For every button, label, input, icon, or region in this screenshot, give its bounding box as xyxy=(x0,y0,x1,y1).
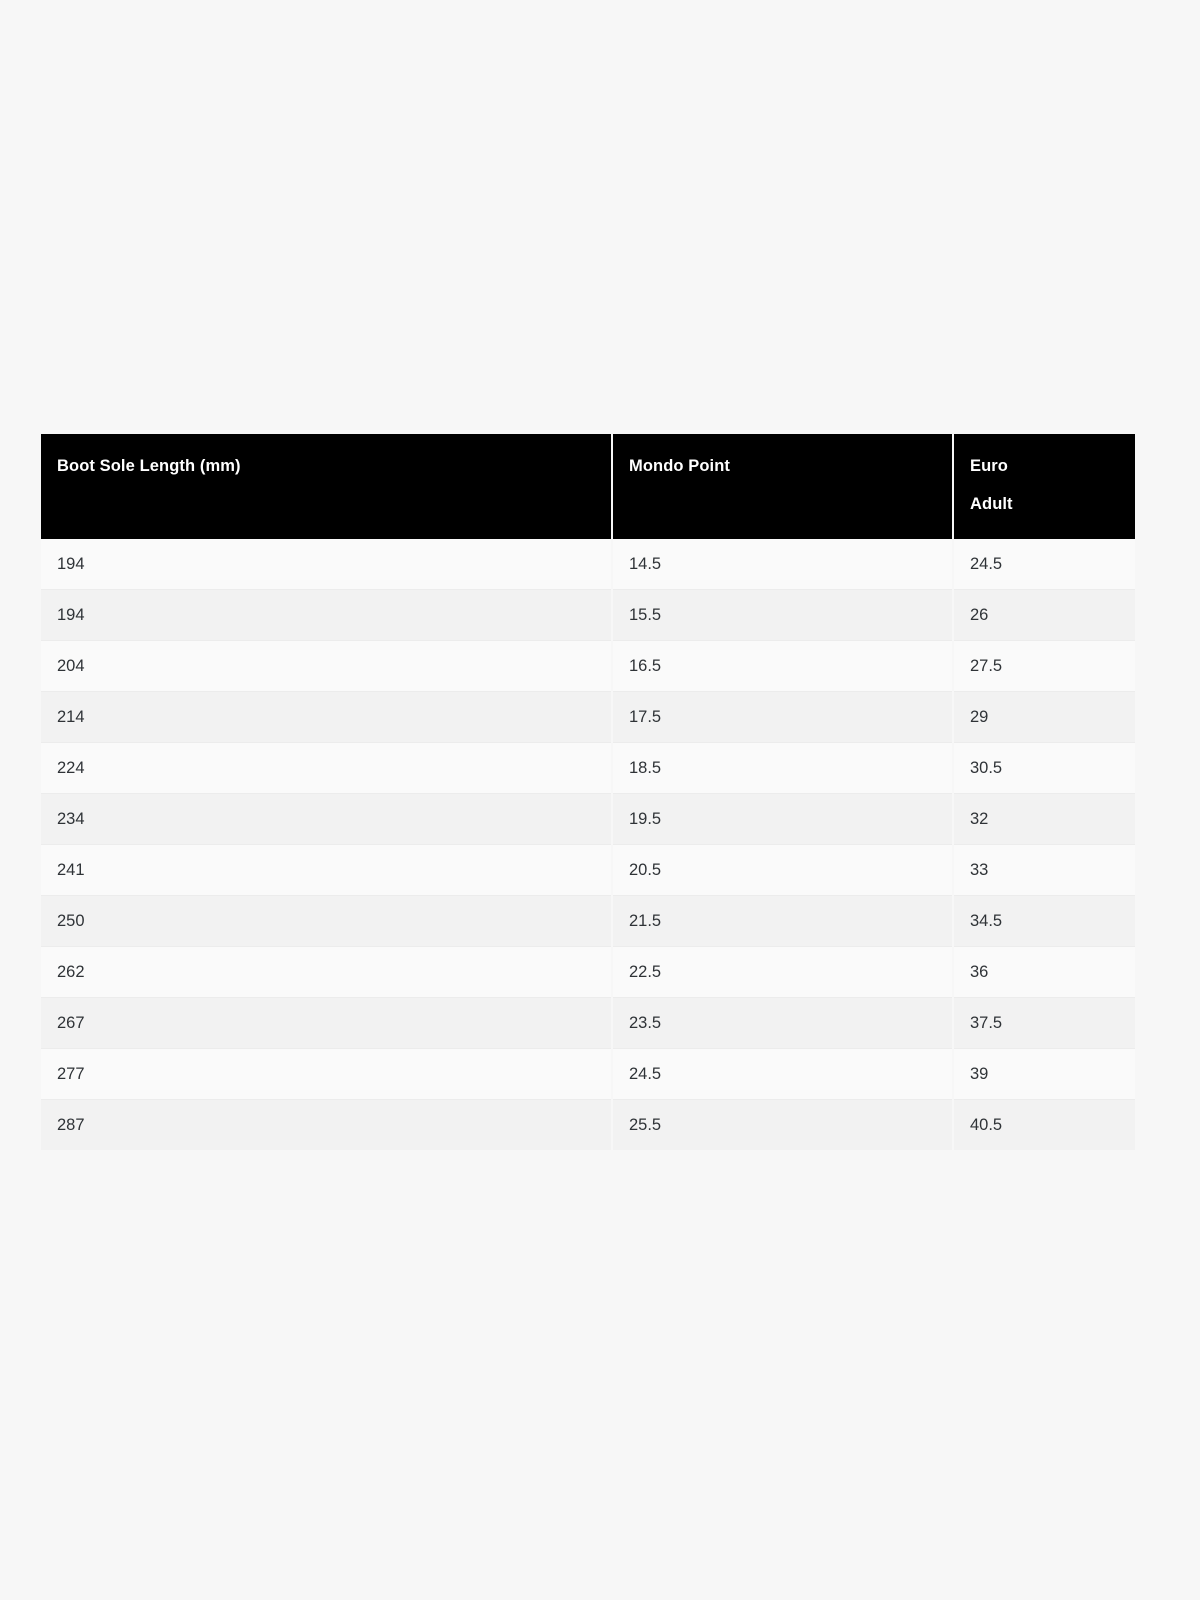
cell-euro-adult: 33 xyxy=(953,845,1135,896)
size-chart-table xyxy=(41,434,1135,1150)
cell-boot-sole-length: 250 xyxy=(41,896,612,947)
cell-euro-adult: 30.5 xyxy=(953,743,1135,794)
cell-boot-sole-length: 204 xyxy=(41,641,612,692)
cell-mondo-point: 21.5 xyxy=(612,896,953,947)
cell-euro-adult: 37.5 xyxy=(953,998,1135,1049)
cell-mondo-point: 18.5 xyxy=(612,743,953,794)
cell-euro-adult: 36 xyxy=(953,947,1135,998)
cell-euro-adult: 32 xyxy=(953,794,1135,845)
column-header-line: Mondo Point xyxy=(629,457,730,475)
table-header xyxy=(41,434,1135,539)
table-row xyxy=(41,743,1135,794)
cell-boot-sole-length: 194 xyxy=(41,539,612,590)
cell-mondo-point: 25.5 xyxy=(612,1100,953,1151)
cell-mondo-point: 16.5 xyxy=(612,641,953,692)
cell-mondo-point: 17.5 xyxy=(612,692,953,743)
cell-mondo-point: 15.5 xyxy=(612,590,953,641)
cell-euro-adult: 39 xyxy=(953,1049,1135,1100)
cell-boot-sole-length: 287 xyxy=(41,1100,612,1151)
cell-euro-adult: 34.5 xyxy=(953,896,1135,947)
column-header-boot-sole-length xyxy=(41,434,612,539)
table-row xyxy=(41,794,1135,845)
table-row xyxy=(41,896,1135,947)
table-row xyxy=(41,1100,1135,1151)
cell-euro-adult: 40.5 xyxy=(953,1100,1135,1151)
cell-boot-sole-length: 224 xyxy=(41,743,612,794)
size-chart-container xyxy=(41,434,1135,1150)
table-row xyxy=(41,845,1135,896)
cell-mondo-point: 14.5 xyxy=(612,539,953,590)
column-header-mondo-point xyxy=(612,434,953,539)
cell-euro-adult: 24.5 xyxy=(953,539,1135,590)
cell-mondo-point: 24.5 xyxy=(612,1049,953,1100)
cell-mondo-point: 20.5 xyxy=(612,845,953,896)
cell-boot-sole-length: 262 xyxy=(41,947,612,998)
cell-euro-adult: 27.5 xyxy=(953,641,1135,692)
cell-mondo-point: 22.5 xyxy=(612,947,953,998)
column-header-line: Boot Sole Length (mm) xyxy=(57,457,241,475)
table-row xyxy=(41,1049,1135,1100)
cell-boot-sole-length: 214 xyxy=(41,692,612,743)
cell-mondo-point: 23.5 xyxy=(612,998,953,1049)
cell-boot-sole-length: 241 xyxy=(41,845,612,896)
table-row xyxy=(41,692,1135,743)
column-header-euro-adult xyxy=(953,434,1135,539)
cell-boot-sole-length: 277 xyxy=(41,1049,612,1100)
column-header-line: Adult xyxy=(970,494,1013,513)
table-row xyxy=(41,947,1135,998)
cell-boot-sole-length: 234 xyxy=(41,794,612,845)
table-row xyxy=(41,539,1135,590)
table-row xyxy=(41,998,1135,1049)
cell-euro-adult: 26 xyxy=(953,590,1135,641)
column-header-line: Euro xyxy=(970,457,1008,475)
table-header-row xyxy=(41,434,1135,539)
table-row xyxy=(41,641,1135,692)
cell-boot-sole-length: 194 xyxy=(41,590,612,641)
table-row xyxy=(41,590,1135,641)
table-body xyxy=(41,539,1135,1150)
cell-euro-adult: 29 xyxy=(953,692,1135,743)
cell-mondo-point: 19.5 xyxy=(612,794,953,845)
cell-boot-sole-length: 267 xyxy=(41,998,612,1049)
